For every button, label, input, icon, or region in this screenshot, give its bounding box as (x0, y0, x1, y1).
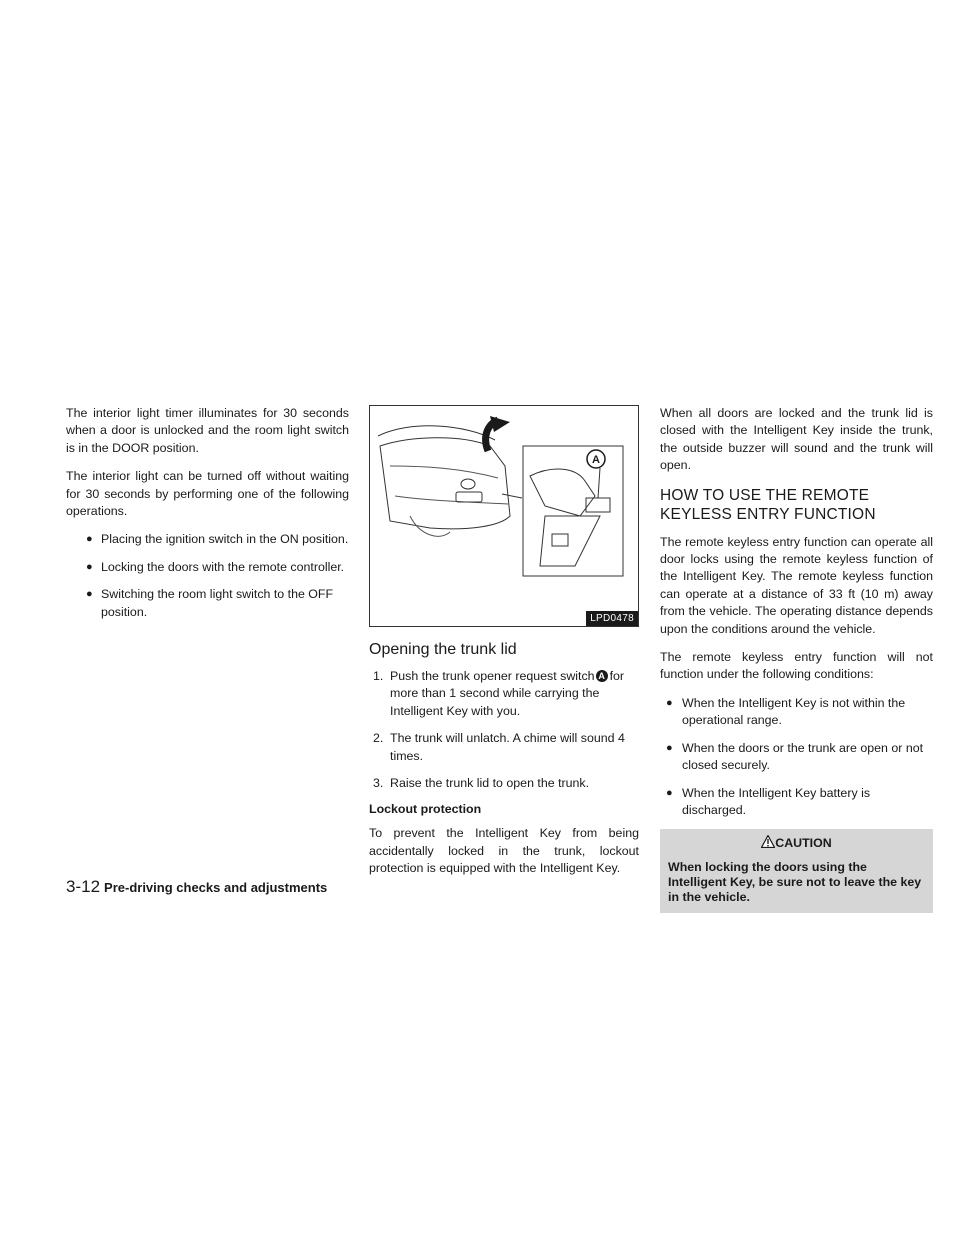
lockout-heading: Lockout protection (369, 802, 482, 817)
timer-paragraph: The interior light timer illuminates for 30 seconds when a door is unlocked and the room light switch is in the DOOR position. (66, 406, 349, 455)
steps-list (369, 668, 639, 792)
bullet-icon: ● (666, 786, 673, 799)
turn-off-list (66, 531, 349, 621)
bullet-icon: ● (666, 696, 673, 709)
car-trunk-drawing (370, 406, 638, 626)
step-item: 1. Push the trunk opener request switch A for more than 1 second while carrying the Intelligent Key with you. (373, 669, 625, 718)
right-column (660, 405, 933, 913)
warning-icon (761, 835, 775, 848)
page-footer (66, 877, 327, 897)
list-item: ● When the Intelligent Key is not within the operational range. (666, 695, 906, 728)
left-column (66, 405, 349, 631)
caution-title: CAUTION (775, 836, 832, 851)
list-item: ● When the doors or the trunk are open or not closed securely. (666, 740, 924, 773)
bullet-icon: ● (666, 741, 673, 754)
callout-a-label: A (592, 454, 600, 466)
list-item: ● Placing the ignition switch in the ON position. (66, 531, 349, 548)
conditions-list (660, 695, 933, 819)
remote-keyless-heading: HOW TO USE THE REMOTE KEYLESS ENTRY FUNCTION (660, 486, 876, 523)
list-item: ● Switching the room light switch to the OFF position. (86, 587, 334, 619)
page-number: 3-12 (66, 877, 101, 896)
callout-a-icon: A (596, 670, 608, 682)
conditions-paragraph: The remote keyless entry function will not function under the following conditions: (660, 650, 933, 682)
remote-keyless-paragraph: The remote keyless entry function can operate all door locks using the remote keyless function of the Intelligent Key. The remote keyless function can operate at a distance of 33 ft (10 m) away from the vehicle. The operating distance depends upon the conditions around the vehicle. (660, 534, 933, 636)
middle-column (369, 405, 639, 889)
caution-header (668, 835, 925, 850)
section-heading: Opening the trunk lid (369, 641, 517, 658)
lockout-paragraph: To prevent the Intelligent Key from being accidentally locked in the trunk, lockout protection is equipped with the Intelligent Key. (369, 826, 639, 876)
list-item: ● Locking the doors with the remote controller. (66, 559, 349, 576)
step-item: 2. The trunk will unlatch. A chime will sound 4 times. (373, 731, 625, 763)
caution-text: When locking the doors using the Intelligent Key, be sure not to leave the key in the vehicle. (668, 860, 922, 905)
step-item: 3. Raise the trunk lid to open the trunk. (373, 776, 590, 791)
turn-off-paragraph: The interior light can be turned off without waiting for 30 seconds by performing one of the following operations. (66, 469, 349, 519)
list-item: ● When the Intelligent Key battery is discharged. (666, 785, 871, 817)
trunk-illustration (369, 405, 639, 627)
bullet-icon: ● (86, 533, 93, 546)
section-title: Pre-driving checks and adjustments (104, 880, 328, 895)
buzzer-paragraph: When all doors are locked and the trunk lid is closed with the Intelligent Key inside the trunk, the outside buzzer will sound and the trunk will open. (660, 406, 933, 473)
figure-id-label: LPD0478 (586, 611, 638, 626)
caution-box (660, 829, 933, 913)
bullet-icon: ● (86, 588, 93, 601)
bullet-icon: ● (86, 560, 93, 573)
